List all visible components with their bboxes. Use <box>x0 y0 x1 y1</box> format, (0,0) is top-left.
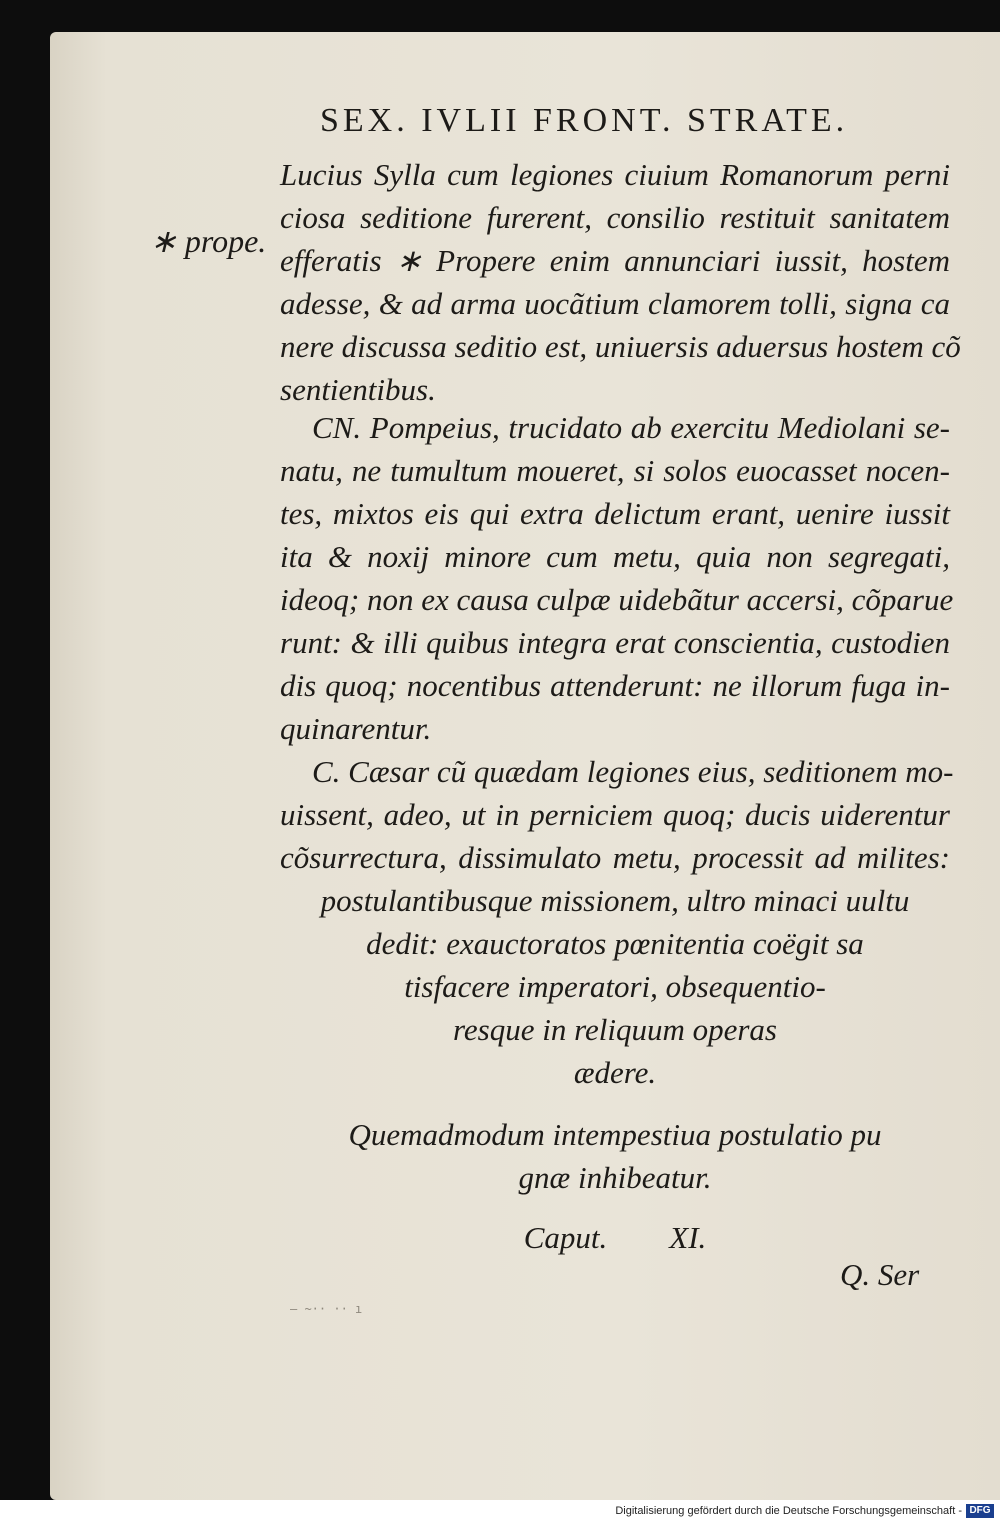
ink-smudge: — ~·· ·· ı <box>290 1302 363 1316</box>
text-line: efferatis ∗ Propere enim annunciari iussit, hostem <box>280 243 950 278</box>
running-header: SEX. IVLII FRONT. STRATE. <box>320 102 849 139</box>
book-page <box>50 32 1000 1500</box>
marginal-note: ∗ prope. <box>150 223 267 259</box>
text-line: quinarentur. <box>280 711 432 746</box>
funding-notice: Digitalisierung gefördert durch die Deutsche Forschungsgemeinschaft - <box>615 1505 962 1517</box>
text-line: nere discussa seditio est, uniuersis aduersus hostem cõ <box>280 329 961 364</box>
text-line: resque in reliquum operas <box>452 1012 778 1047</box>
text-line: ideoq; non ex causa culpæ uidebãtur accersi, cõparue <box>280 582 954 617</box>
text-line: dedit: exauctoratos pœnitentia coëgit sa <box>366 926 864 961</box>
text-line: runt: & illi quibus integra erat conscientia, custodien <box>280 625 950 660</box>
text-line: postulantibusque missionem, ultro minaci uultu <box>320 883 910 918</box>
text-line: uissent, adeo, ut in perniciem quoq; ducis uiderentur <box>280 797 950 832</box>
chapter-title-line: gnæ inhibeatur. <box>518 1160 712 1195</box>
text-line: ciosa seditione furerent, consilio restituit sanitatem <box>280 200 950 235</box>
chapter-title-line: Quemadmodum intempestiua postulatio pu <box>348 1117 882 1152</box>
text-line: adesse, & ad arma uocãtium clamorem tolli, signa ca <box>280 286 950 321</box>
text-line: tes, mixtos eis qui extra delictum erant, uenire iussit <box>280 496 950 531</box>
text-line: dis quoq; nocentibus attenderunt: ne illorum fuga in- <box>280 668 950 703</box>
text-line: C. Cæsar cũ quædam legiones eius, seditionem mo- <box>312 754 954 789</box>
text-line: natu, ne tumultum moueret, si solos euocasset nocen- <box>280 453 950 488</box>
text-line: CN. Pompeius, trucidato ab exercitu Mediolani se- <box>312 410 950 445</box>
text-line: cõsurrectura, dissimulato metu, processit ad milites: <box>280 840 950 875</box>
dfg-logo-icon: DFG <box>966 1504 994 1518</box>
catchword: Q. Ser <box>840 1257 920 1292</box>
text-line: Lucius Sylla cum legiones ciuium Romanorum perni <box>280 157 950 192</box>
text-line: ita & noxij minore cum metu, quia non segregati, <box>280 539 950 574</box>
text-line: tisfacere imperatori, obsequentio- <box>404 969 826 1004</box>
digitization-footer <box>0 1500 1000 1528</box>
chapter-number: Caput. XI. <box>523 1220 707 1255</box>
text-line: sentientibus. <box>280 372 436 407</box>
text-line: ædere. <box>573 1055 657 1090</box>
